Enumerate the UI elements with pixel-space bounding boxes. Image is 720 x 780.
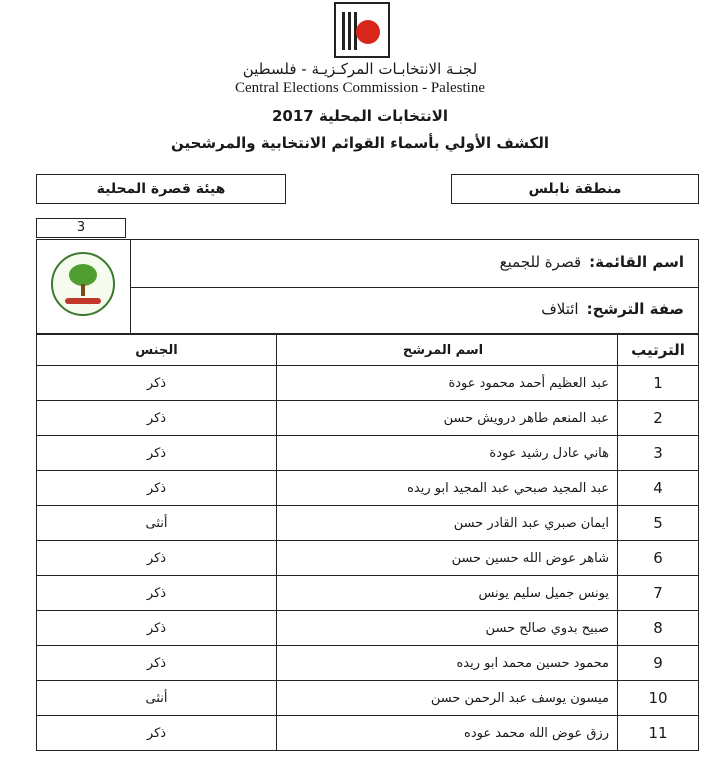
- list-name-label: اسم القائمة:: [589, 253, 684, 271]
- list-type-value: ائتلاف: [541, 300, 579, 318]
- candidate-name: هاني عادل رشيد عودة: [277, 436, 618, 471]
- candidate-gender: ذكر: [37, 541, 277, 576]
- region-box: [451, 174, 699, 204]
- candidate-rank: 10: [618, 681, 699, 716]
- table-row: [37, 681, 699, 716]
- document-title: الانتخابات المحلية 2017: [271, 107, 449, 125]
- list-type-row: [541, 300, 684, 318]
- region-label: منطقة نابلس: [528, 181, 622, 197]
- candidate-rank: 4: [618, 471, 699, 506]
- list-name-value: قصرة للجميع: [499, 253, 582, 271]
- name-header: اسم المرشح: [277, 335, 618, 366]
- candidate-rank: 9: [618, 646, 699, 681]
- council-seal-icon: [51, 252, 115, 316]
- table-row: [37, 541, 699, 576]
- candidate-rank: 8: [618, 611, 699, 646]
- candidate-gender: ذكر: [37, 716, 277, 751]
- candidate-gender: ذكر: [37, 646, 277, 681]
- candidate-name: رزق عوض الله محمد عوده: [277, 716, 618, 751]
- table-row: [37, 646, 699, 681]
- candidate-rank: 3: [618, 436, 699, 471]
- document-subtitle: الكشف الأولي بأسماء القوائم الانتخابية والمرشحين: [170, 134, 550, 152]
- candidate-name: محمود حسين محمد ابو ريده: [277, 646, 618, 681]
- candidate-name: ميسون يوسف عبد الرحمن حسن: [277, 681, 618, 716]
- gender-header: الجنس: [37, 335, 277, 366]
- list-info-panel: [36, 239, 699, 334]
- candidate-rank: 1: [618, 366, 699, 401]
- rank-header: الترتيب: [618, 335, 699, 366]
- cec-logo: [334, 2, 390, 58]
- table-row: [37, 716, 699, 751]
- candidate-gender: ذكر: [37, 366, 277, 401]
- list-type-label: صفة الترشح:: [586, 300, 684, 318]
- table-row: [37, 471, 699, 506]
- candidate-name: عبد المجيد صبحي عبد المجيد ابو ريده: [277, 471, 618, 506]
- candidates-table: [36, 334, 699, 751]
- org-name-arabic: لجنـة الانتخابـات المركـزيـة - فلسطين: [242, 60, 478, 78]
- list-number: 3: [76, 220, 86, 235]
- list-name-row: [500, 253, 684, 271]
- candidate-gender: أنثى: [37, 506, 277, 541]
- org-name-english: Central Elections Commission - Palestine: [235, 80, 485, 96]
- candidate-rank: 6: [618, 541, 699, 576]
- candidate-name: ايمان صبري عبد القادر حسن: [277, 506, 618, 541]
- candidate-gender: ذكر: [37, 611, 277, 646]
- candidate-name: عبد المنعم طاهر درويش حسن: [277, 401, 618, 436]
- candidate-gender: ذكر: [37, 436, 277, 471]
- candidate-name: يونس جميل سليم يونس: [277, 576, 618, 611]
- list-number-box: [36, 218, 126, 238]
- candidate-rank: 2: [618, 401, 699, 436]
- table-row: [37, 401, 699, 436]
- table-row: [37, 576, 699, 611]
- candidate-gender: ذكر: [37, 471, 277, 506]
- table-row: [37, 611, 699, 646]
- local-body-label: هيئة قصرة المحلية: [96, 181, 226, 197]
- candidate-rank: 11: [618, 716, 699, 751]
- candidate-name: شاهر عوض الله حسين حسن: [277, 541, 618, 576]
- candidate-gender: أنثى: [37, 681, 277, 716]
- candidate-name: صبيح بدوي صالح حسن: [277, 611, 618, 646]
- candidate-rank: 7: [618, 576, 699, 611]
- table-row: [37, 436, 699, 471]
- candidate-gender: ذكر: [37, 576, 277, 611]
- candidate-rank: 5: [618, 506, 699, 541]
- table-row: [37, 366, 699, 401]
- candidate-gender: ذكر: [37, 401, 277, 436]
- table-row: [37, 506, 699, 541]
- candidate-name: عبد العظيم أحمد محمود عودة: [277, 366, 618, 401]
- table-header-row: [37, 335, 699, 366]
- local-body-box: [36, 174, 286, 204]
